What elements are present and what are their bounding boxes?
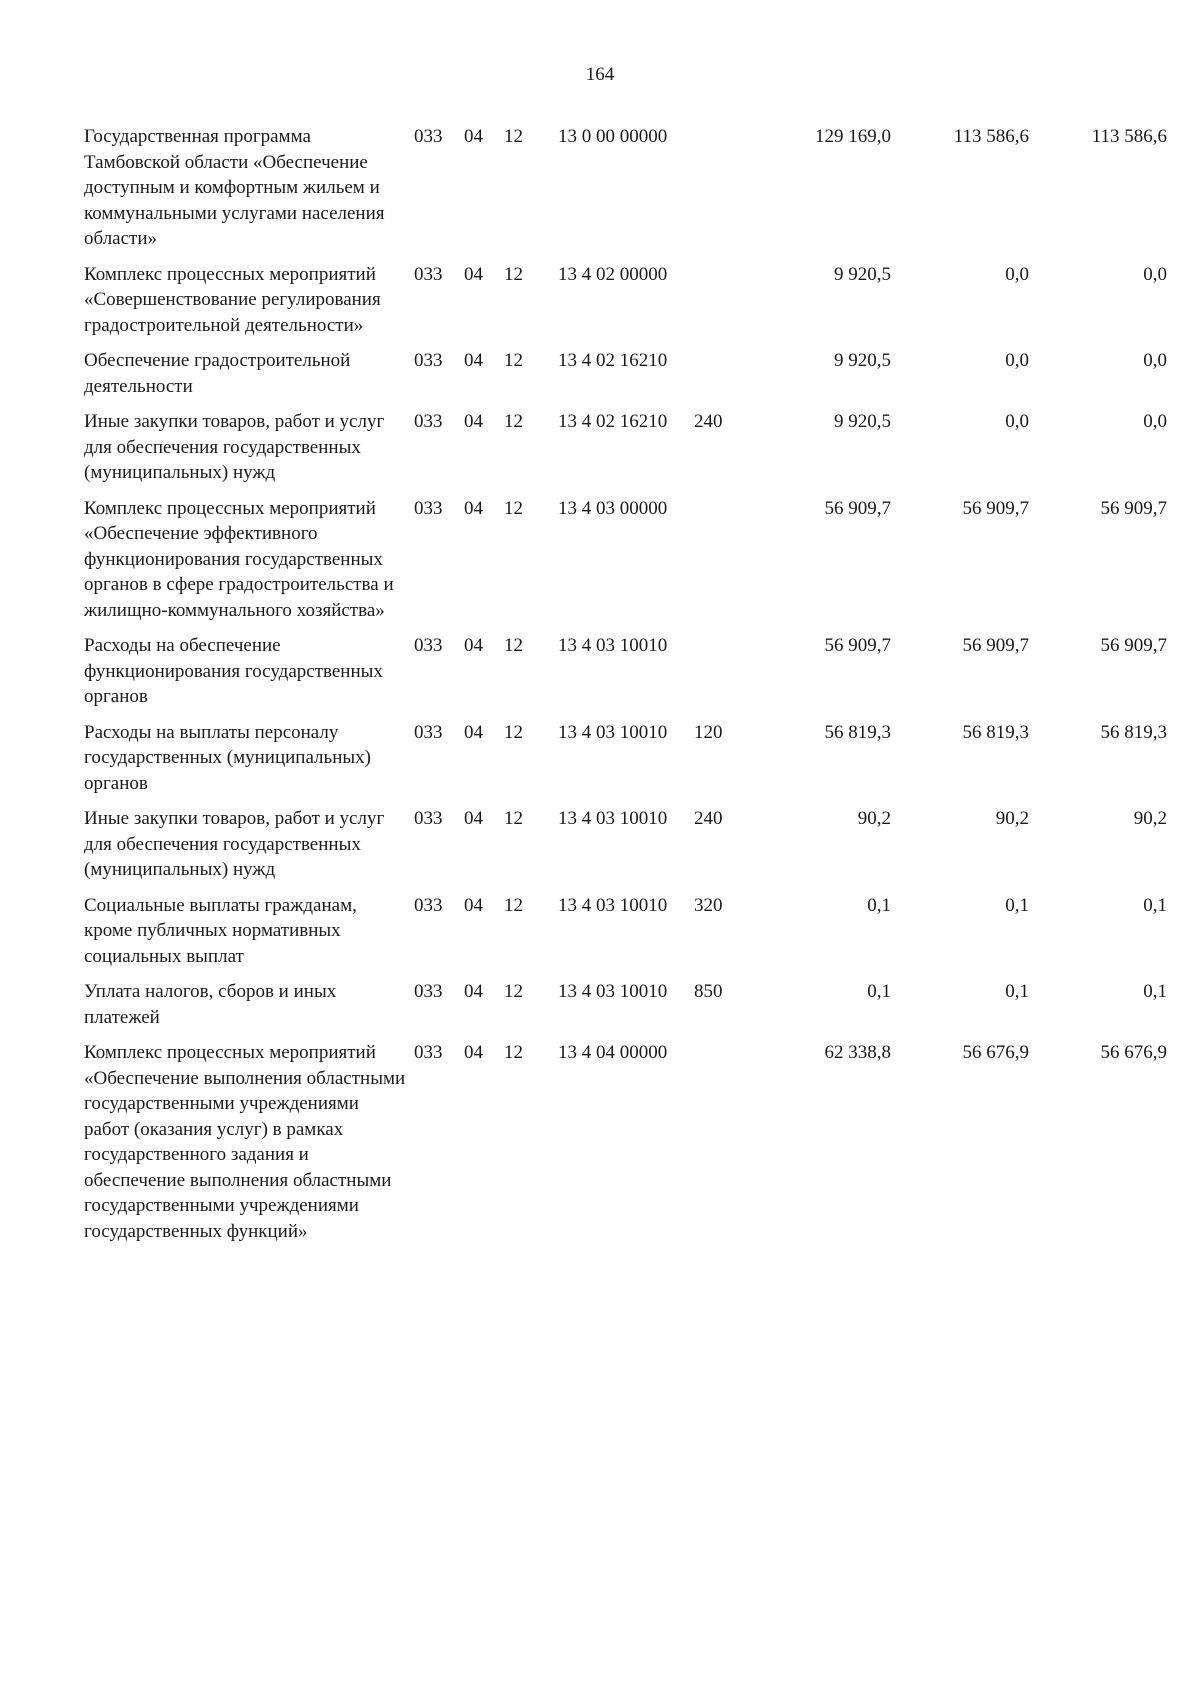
budget-table	[84, 124, 1169, 1254]
expense-type-code: 120	[694, 721, 723, 743]
amount-year-2: 90,2	[995, 808, 1029, 829]
subsection-code: 12	[504, 350, 523, 371]
section-code: 04	[464, 1042, 483, 1063]
table-row	[84, 979, 1169, 1030]
target-article-code: 13 4 02 16210	[558, 411, 668, 432]
section-code: 04	[464, 497, 483, 519]
section-code: 04	[464, 894, 483, 916]
amount-year-1: 0,1	[867, 981, 891, 1002]
target-article-code: 13 4 03 10010	[558, 981, 668, 1002]
ministry-code: 033	[414, 981, 443, 1002]
ministry-code: 033	[414, 497, 443, 519]
table-row	[84, 409, 1169, 486]
amount-year-3: 90,2	[1133, 808, 1167, 829]
amount-year-1: 56 909,7	[824, 497, 891, 519]
subsection-code: 12	[504, 808, 523, 829]
amount-year-3: 0,1	[1143, 981, 1167, 1002]
ministry-code: 033	[414, 350, 443, 371]
expense-type-code: 240	[694, 411, 723, 432]
item-name: Иные закупки товаров, работ и услуг для обеспечения государственных (муниципальных) нужд	[84, 411, 385, 483]
subsection-code: 12	[504, 1042, 523, 1063]
amount-year-1: 9 920,5	[834, 411, 891, 432]
item-name: Социальные выплаты гражданам, кроме публичных нормативных социальных выплат	[84, 894, 357, 967]
amount-year-1: 0,1	[867, 894, 891, 916]
target-article-code: 13 4 04 00000	[558, 1042, 668, 1063]
item-name: Государственная программа Тамбовской области «Обеспечение доступным и комфортным жильем и коммунальными услугами населения области»	[84, 126, 385, 249]
item-name: Комплекс процессных мероприятий «Обеспечение выполнения областными государственными учреждениями работ (оказания услуг) в рамках государственного задания и обеспечение выполнения областными государственными учреждениями государственных функций»	[84, 1042, 406, 1242]
section-code: 04	[464, 126, 483, 147]
expense-type-code: 850	[694, 981, 723, 1002]
amount-year-3: 0,0	[1143, 411, 1167, 432]
section-code: 04	[464, 411, 483, 432]
amount-year-1: 62 338,8	[824, 1042, 891, 1063]
target-article-code: 13 4 03 10010	[558, 635, 668, 656]
target-article-code: 13 4 02 16210	[558, 350, 668, 371]
target-article-code: 13 0 00 00000	[558, 126, 668, 147]
subsection-code: 12	[504, 635, 523, 656]
item-name: Обеспечение градостроительной деятельности	[84, 350, 351, 397]
amount-year-1: 56 909,7	[824, 635, 891, 656]
ministry-code: 033	[414, 808, 443, 829]
table-row	[84, 633, 1169, 710]
target-article-code: 13 4 02 00000	[558, 263, 668, 285]
amount-year-3: 56 909,7	[1100, 635, 1167, 656]
amount-year-3: 56 676,9	[1100, 1042, 1167, 1063]
amount-year-3: 0,0	[1143, 350, 1167, 371]
amount-year-1: 90,2	[857, 808, 891, 829]
subsection-code: 12	[504, 411, 523, 432]
table-row	[84, 496, 1169, 624]
amount-year-2: 56 909,7	[962, 497, 1029, 519]
amount-year-2: 0,0	[1005, 263, 1029, 285]
amount-year-1: 9 920,5	[834, 263, 891, 285]
subsection-code: 12	[504, 721, 523, 743]
amount-year-3: 56 819,3	[1100, 721, 1167, 743]
amount-year-1: 129 169,0	[815, 126, 891, 147]
item-name: Уплата налогов, сборов и иных платежей	[84, 981, 337, 1028]
subsection-code: 12	[504, 126, 523, 147]
amount-year-1: 56 819,3	[824, 721, 891, 743]
table-row	[84, 806, 1169, 883]
section-code: 04	[464, 721, 483, 743]
expense-type-code: 320	[694, 894, 723, 916]
ministry-code: 033	[414, 411, 443, 432]
table-row	[84, 124, 1169, 252]
amount-year-2: 56 909,7	[962, 635, 1029, 656]
target-article-code: 13 4 03 10010	[558, 721, 668, 743]
amount-year-2: 0,1	[1005, 894, 1029, 916]
table-row	[84, 262, 1169, 339]
ministry-code: 033	[414, 635, 443, 656]
ministry-code: 033	[414, 126, 443, 147]
page-number: 164	[585, 64, 615, 85]
amount-year-3: 0,1	[1143, 894, 1167, 916]
ministry-code: 033	[414, 894, 443, 916]
amount-year-2: 56 676,9	[962, 1042, 1029, 1063]
ministry-code: 033	[414, 721, 443, 743]
item-name: Комплекс процессных мероприятий «Обеспечение эффективного функционирования государственных органов в сфере градостроительства и жилищно-коммунального хозяйства»	[84, 497, 394, 621]
item-name: Расходы на обеспечение функционирования государственных органов	[84, 635, 383, 707]
amount-year-3: 113 586,6	[1091, 126, 1167, 147]
subsection-code: 12	[504, 497, 523, 519]
amount-year-2: 0,0	[1005, 411, 1029, 432]
table-row	[84, 348, 1169, 399]
amount-year-2: 0,0	[1005, 350, 1029, 371]
section-code: 04	[464, 808, 483, 829]
item-name: Расходы на выплаты персоналу государственных (муниципальных) органов	[84, 721, 371, 794]
amount-year-2: 56 819,3	[962, 721, 1029, 743]
table-row	[84, 1040, 1169, 1244]
amount-year-2: 113 586,6	[953, 126, 1029, 147]
expense-type-code: 240	[694, 808, 723, 829]
target-article-code: 13 4 03 10010	[558, 894, 668, 916]
amount-year-3: 56 909,7	[1100, 497, 1167, 519]
amount-year-3: 0,0	[1143, 263, 1167, 285]
amount-year-1: 9 920,5	[834, 350, 891, 371]
ministry-code: 033	[414, 1042, 443, 1063]
amount-year-2: 0,1	[1005, 981, 1029, 1002]
item-name: Комплекс процессных мероприятий «Совершенствование регулирования градостроительной деятельности»	[84, 263, 381, 336]
target-article-code: 13 4 03 10010	[558, 808, 668, 829]
ministry-code: 033	[414, 263, 443, 285]
section-code: 04	[464, 263, 483, 285]
target-article-code: 13 4 03 00000	[558, 497, 668, 519]
section-code: 04	[464, 350, 483, 371]
table-row	[84, 720, 1169, 797]
subsection-code: 12	[504, 894, 523, 916]
subsection-code: 12	[504, 981, 523, 1002]
item-name: Иные закупки товаров, работ и услуг для обеспечения государственных (муниципальных) нужд	[84, 808, 385, 880]
section-code: 04	[464, 981, 483, 1002]
section-code: 04	[464, 635, 483, 656]
subsection-code: 12	[504, 263, 523, 285]
table-row	[84, 893, 1169, 970]
